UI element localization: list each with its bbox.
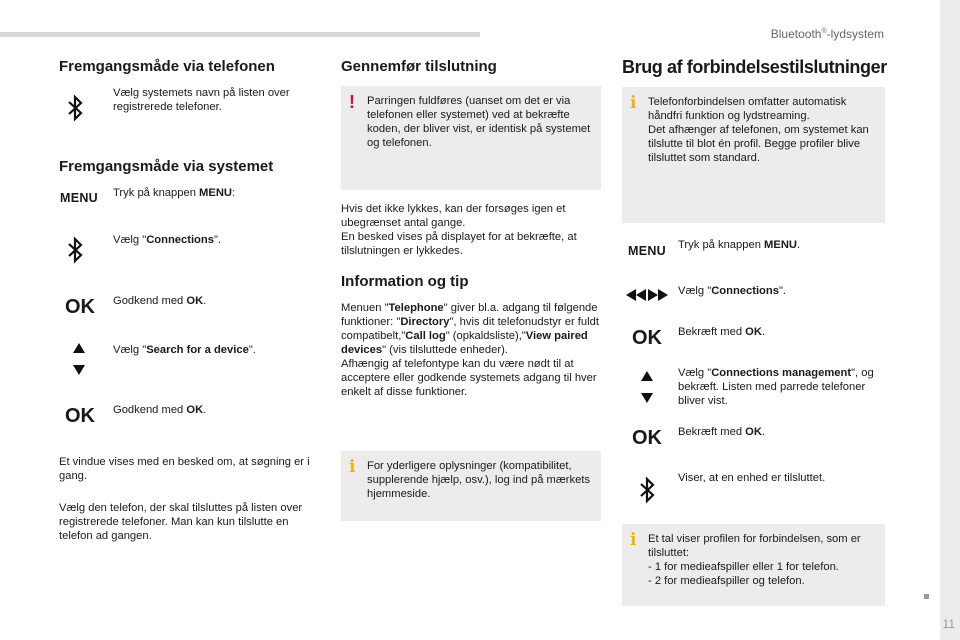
profile-box-text: Et tal viser profilen for forbindelsen, som er tilsluttet: - 1 for medieafspiller eller 1 for telefon. - 2 for medieafspiller og telefon. [648,533,861,587]
menu-button-icon: MENU [627,244,666,258]
connection-step-4: Vælg "Connections management", og bekræft. Listen med parrede telefoner bliver vist. [678,367,874,407]
page-side-strip [940,0,960,640]
info-icon: i [630,93,637,113]
heading-via-phone: Fremgangsmåde via telefonen [59,58,275,75]
search-message-text: Et vindue vises med en besked om, at søgning er i gang. [59,456,310,482]
note-box [341,451,601,521]
ok-button-icon: OK [65,296,95,318]
system-step-3: Godkend med OK. [113,295,207,307]
info-icon: i [630,530,637,550]
bluetooth-icon [626,476,668,504]
header-rule [0,32,480,37]
system-step-5: Godkend med OK. [113,404,207,416]
bluetooth-icon [54,236,96,264]
phone-step-text: Vælg systemets navn på listen over registrerede telefoner. [113,87,290,113]
heading-complete-connection: Gennemfør tilslutning [341,58,497,75]
profile-box [622,524,885,606]
heading-info-tips: Information og tip [341,273,469,290]
ok-button-icon: OK [65,405,95,427]
system-step-1: Tryk på knappen MENU: [113,187,236,199]
system-step-2: Vælg "Connections". [113,234,222,246]
ok-button-icon: OK [632,327,662,349]
bluetooth-icon [54,94,96,122]
menu-button-icon: MENU [59,191,98,205]
select-phone-text: Vælg den telefon, der skal tilsluttes på listen over registrerede telefoner. Man kan kun tilslutte en telefon ad gangen. [59,502,303,542]
telephone-menu-text: Menuen "Telephone" giver bl.a. adgang til følgende funktioner: "Directory", hvis dit telefonudstyr er fuldt compatibelt,"Call log" (opkaldsliste),"View paired devices" (vis tilsluttede enheder). Afhængig af telefontype kan du være nødt til at acceptere eller godkende systemets adgang til hver enkelt af disse funktioner. [341,302,599,398]
heading-use-connections: Brug af forbindelsestilslutninger [622,57,887,77]
note-text: For yderligere oplysninger (kompatibilitet, supplerende hjælp, osv.), log ind på mærkets hjemmeside. [367,460,591,500]
connection-step-6: Viser, at en enhed er tilsluttet. [678,472,826,484]
page-number: 11 [942,617,955,631]
info-icon: i [349,457,356,477]
warning-icon: ! [349,92,355,112]
warning-text: Parringen fuldføres (uanset om det er via telefonen eller systemet) ved at bekræfte koden, der bliver vist, er identisk på systemet og telefonen. [367,95,591,149]
page-marker [924,594,929,599]
connection-step-1: Tryk på knappen MENU. [678,239,801,251]
connection-step-3: Bekræft med OK. [678,326,766,338]
ok-button-icon: OK [632,427,662,449]
up-down-arrows-icon [626,369,668,405]
connection-step-5: Bekræft med OK. [678,426,766,438]
info-box-text: Telefonforbindelsen omfatter automatisk håndfri funktion og lydstreaming. Det afhænger af telefonen, om systemet kan tilslutte til blot én profil. Begge profiler blive tilsluttet som standard. [648,96,869,164]
retry-text: Hvis det ikke lykkes, kan der forsøges igen et ubegrænset antal gange. En besked vises på displayet for at bekræfte, at tilslutningen er lykkedes. [341,203,577,257]
info-box [622,87,885,223]
page-header-title: Bluetooth®-lydsystem [770,27,884,41]
warning-box [341,86,601,190]
up-down-arrows-icon [58,341,100,377]
system-step-4: Vælg "Search for a device". [113,344,256,356]
connection-step-2: Vælg "Connections". [678,285,787,297]
left-right-arrows-icon [624,287,670,303]
heading-via-system: Fremgangsmåde via systemet [59,158,274,175]
